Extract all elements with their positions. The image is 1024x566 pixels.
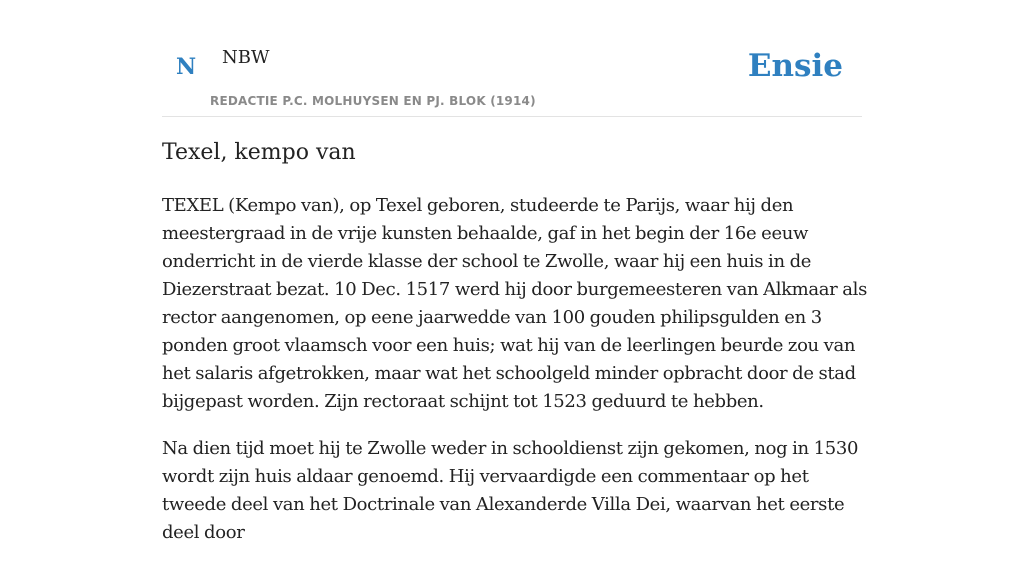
brand-logo[interactable]: Ensie bbox=[747, 48, 843, 84]
publication-editors: REDACTIE P.C. MOLHUYSEN EN PJ. BLOK (1914) bbox=[210, 94, 536, 108]
entry-paragraph: Na dien tijd moet hij te Zwolle weder in schooldienst zijn gekomen, nog in 1530 wordt zijn huis aldaar genoemd. Hij vervaardigde een commentaar op het tweede deel van het Doctrinale van Alexanderde Villa Dei, waarvan het eerste deel door bbox=[162, 438, 859, 543]
entry-paragraph: TEXEL (Kempo van), op Texel geboren, studeerde te Parijs, waar hij den meestergraad in de vrije kunsten behaalde, gaf in het begin der 16e eeuw onderricht in de vierde klasse der school te Zwolle, waar hij een huis in de Diezerstraat bezat. 10 Dec. 1517 werd hij door burgemeesteren van Alkmaar als rector aangenomen, op eene jaarwedde van 100 gouden philipsgulden en 3 ponden groot vlaamsch voor een huis; wat hij van de leerlingen beurde zou van het salaris afgetrokken, maar wat het schoolgeld minder opbracht door de stad bijgepast worden. Zijn rectoraat schijnt tot 1523 geduurd te hebben. bbox=[162, 195, 867, 412]
content-container bbox=[162, 0, 867, 543]
publication-header bbox=[162, 0, 862, 117]
publication-logo[interactable]: N bbox=[176, 54, 197, 80]
entry-body bbox=[162, 192, 868, 566]
entry-title: Texel, kempo van bbox=[162, 140, 356, 165]
publication-title[interactable]: NBW bbox=[222, 47, 270, 68]
